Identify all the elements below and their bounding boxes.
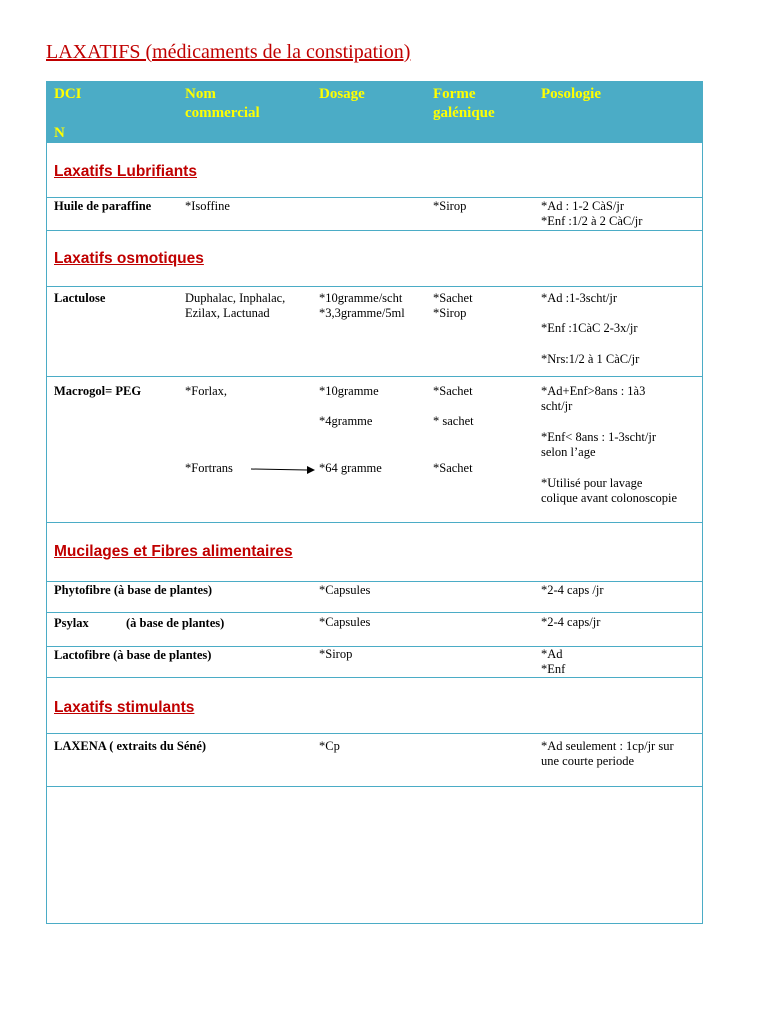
forme-cell: *Sirop	[433, 199, 467, 213]
nom-cell: *Fortrans	[185, 461, 233, 475]
nom-cell: *Forlax,	[185, 384, 228, 398]
posologie-cell: *Enf< 8ans : 1-3scht/jr	[541, 430, 657, 444]
dci-cell: Macrogol= PEG	[54, 384, 142, 398]
dci-cell: Phytofibre (à base de plantes)	[54, 583, 213, 597]
laxatives-table	[46, 81, 703, 924]
forme-cell: *Sachet	[433, 384, 473, 398]
posologie-cell: *Ad+Enf>8ans : 1à3	[541, 384, 646, 398]
divider	[47, 376, 702, 377]
dci-cell: Psylax	[54, 616, 89, 630]
posologie-cell: *2-4 caps /jr	[541, 583, 604, 597]
divider	[47, 786, 702, 787]
section-title: Mucilages et Fibres alimentaires	[54, 543, 293, 560]
header-dosage: Dosage	[319, 86, 365, 102]
dosage-cell: *4gramme	[319, 414, 373, 428]
table-header	[47, 82, 702, 143]
divider	[47, 612, 702, 613]
dci-cell: Lactofibre (à base de plantes)	[54, 648, 212, 662]
forme-cell: *Sachet	[433, 461, 473, 475]
posologie-cell: *Utilisé pour lavage	[541, 476, 643, 490]
nom-cell: *Isoffine	[185, 199, 230, 213]
header-nom-commercial: commercial	[185, 105, 260, 121]
dosage-cell: *Cp	[319, 739, 340, 753]
forme-cell: *Sirop	[433, 306, 467, 320]
divider	[47, 733, 702, 734]
posologie-cell: selon l’age	[541, 445, 596, 459]
arrow-icon	[249, 465, 315, 475]
header-forme: Forme	[433, 86, 476, 102]
posologie-cell: colique avant colonoscopie	[541, 491, 678, 505]
dci-cell: Huile de paraffine	[54, 199, 152, 213]
posologie-cell: *2-4 caps/jr	[541, 615, 601, 629]
dosage-cell: *Sirop	[319, 647, 353, 661]
divider	[47, 646, 702, 647]
section-title: Laxatifs Lubrifiants	[54, 163, 197, 180]
page-title: LAXATIFS (médicaments de la constipation)	[46, 41, 411, 63]
header-galenique: galénique	[433, 105, 495, 121]
posologie-cell: scht/jr	[541, 399, 573, 413]
dosage-cell: *Capsules	[319, 583, 371, 597]
header-nom: Nom	[185, 86, 216, 102]
dosage-cell: *10gramme/scht	[319, 291, 403, 305]
divider	[47, 677, 702, 678]
dci-cell-detail: (à base de plantes)	[126, 616, 225, 630]
section-title: Laxatifs stimulants	[54, 699, 195, 716]
divider	[47, 230, 702, 231]
posologie-cell: *Ad seulement : 1cp/jr sur	[541, 739, 674, 753]
nom-cell: Duphalac, Inphalac,	[185, 291, 286, 305]
posologie-cell: *Ad	[541, 647, 563, 661]
divider	[47, 522, 702, 523]
posologie-cell: *Enf	[541, 662, 566, 676]
dosage-cell: *64 gramme	[319, 461, 382, 475]
divider	[47, 581, 702, 582]
divider	[47, 286, 702, 287]
dci-cell: LAXENA ( extraits du Séné)	[54, 739, 207, 753]
dosage-cell: *10gramme	[319, 384, 379, 398]
header-dci: DCI	[54, 86, 82, 102]
dosage-cell: *Capsules	[319, 615, 371, 629]
section-title: Laxatifs osmotiques	[54, 250, 204, 267]
forme-cell: *Sachet	[433, 291, 473, 305]
dosage-cell: *3,3gramme/5ml	[319, 306, 405, 320]
posologie-cell: *Enf :1CàC 2-3x/jr	[541, 321, 638, 335]
header-dci-n: N	[54, 125, 65, 141]
posologie-cell: *Ad : 1-2 CàS/jr	[541, 199, 624, 213]
divider	[47, 197, 702, 198]
header-posologie: Posologie	[541, 86, 601, 102]
dci-cell: Lactulose	[54, 291, 106, 305]
posologie-cell: *Ad :1-3scht/jr	[541, 291, 618, 305]
forme-cell: * sachet	[433, 414, 474, 428]
posologie-cell: une courte periode	[541, 754, 635, 768]
posologie-cell: *Enf :1/2 à 2 CàC/jr	[541, 214, 643, 228]
posologie-cell: *Nrs:1/2 à 1 CàC/jr	[541, 352, 640, 366]
nom-cell: Ezilax, Lactunad	[185, 306, 270, 320]
